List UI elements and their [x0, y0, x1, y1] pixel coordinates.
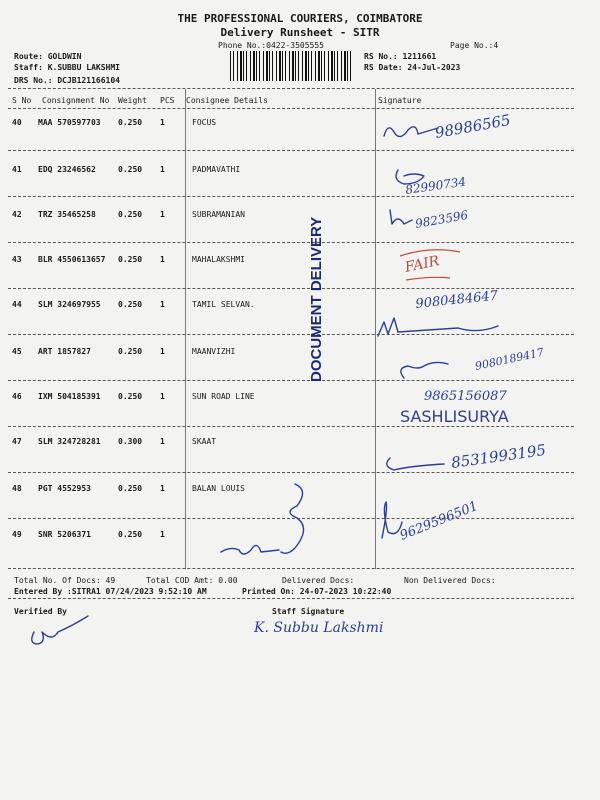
barcode-bar [318, 51, 320, 81]
signature-mark [390, 210, 412, 224]
barcode-bar [269, 51, 270, 81]
barcode-bar [256, 51, 257, 81]
row-sno: 48 [12, 484, 22, 493]
row-pcs: 1 [160, 347, 165, 356]
document-title: Delivery Runsheet - SITR [220, 26, 380, 39]
route-label: Route: GOLDWIN [14, 52, 82, 61]
row-weight: 0.250 [118, 530, 143, 539]
row-sno: 42 [12, 210, 22, 219]
row-weight: 0.250 [118, 484, 143, 493]
row-pcs: 1 [160, 392, 165, 401]
row-pcs: 1 [160, 210, 165, 219]
row-pcs: 1 [160, 165, 165, 174]
staff-signature [252, 612, 384, 642]
header-signature: Signature [378, 96, 422, 105]
company-name: THE PROFESSIONAL COURIERS, COIMBATORE [177, 12, 423, 25]
row-consignee: SUBRAMANIAN [192, 210, 245, 219]
signature-text: 82990734 [404, 174, 467, 197]
barcode-bar [243, 51, 244, 81]
signature-text: 9865156087 [424, 389, 507, 404]
row-consignee: TAMIL SELVAN. [192, 300, 255, 309]
row-weight: 0.300 [118, 437, 143, 446]
staff-label: Staff: K.SUBBU LAKSHMI [14, 63, 120, 72]
barcode-bar [295, 51, 296, 81]
row-weight: 0.250 [118, 210, 143, 219]
row-consignment: PGT 4552953 [38, 484, 91, 493]
row-weight: 0.250 [118, 347, 143, 356]
barcode-bar [328, 51, 329, 81]
consignee-scribble [215, 478, 335, 568]
row-consignee: FOCUS [192, 118, 217, 127]
barcode-bar [266, 51, 268, 81]
signature-mark [378, 318, 498, 336]
signature-text: 98986565 [433, 110, 512, 142]
row-consignment: BLR 4550613657 [38, 255, 106, 264]
row-consignee: MAANVIZHI [192, 347, 236, 356]
verifier-signature [24, 612, 94, 652]
staff-signature-label: Staff Signature [272, 607, 345, 616]
barcode-bar [302, 51, 303, 81]
row-consignee: SUN ROAD LINE [192, 392, 255, 401]
row-consignee: SKAAT [192, 437, 217, 446]
barcode-bar [233, 51, 234, 81]
row-sno: 46 [12, 392, 22, 401]
row-pcs: 1 [160, 484, 165, 493]
page-number: Page No.:4 [450, 41, 499, 50]
signature-text: 9080484647 [414, 288, 499, 312]
row-weight: 0.250 [118, 392, 143, 401]
scribble-mark [281, 484, 304, 553]
row-sno: 45 [12, 347, 22, 356]
row-consignee: PADMAVATHI [192, 165, 241, 174]
barcode-bar [324, 51, 325, 81]
row-consignment: ART 1857827 [38, 347, 91, 356]
row-sno: 41 [12, 165, 22, 174]
barcode-bar [259, 51, 260, 81]
rs-number: RS No.: 1211661 [364, 52, 437, 61]
header-weight: Weight [118, 96, 147, 105]
row-consignment: MAA 570597703 [38, 118, 101, 127]
barcode-bar [285, 51, 286, 81]
signature-text: SASHLISURYA [400, 407, 509, 426]
barcode-bar [237, 51, 238, 81]
consignee-column-rule [185, 89, 186, 569]
table-bottom-rule [8, 568, 574, 569]
row-weight: 0.250 [118, 255, 143, 264]
barcode-bar [276, 51, 277, 81]
non-delivered-docs: Non Delivered Docs: [404, 576, 496, 585]
barcode-bar [347, 51, 348, 81]
total-docs: Total No. Of Docs: 49 [14, 576, 116, 585]
signature-mark [387, 458, 444, 470]
barcode-bar [282, 51, 283, 81]
signature-text: 9823596 [414, 207, 470, 231]
barcode-bar [350, 51, 351, 81]
delivered-docs: Delivered Docs: [282, 576, 355, 585]
barcode [230, 51, 356, 81]
row-pcs: 1 [160, 530, 165, 539]
barcode-bar [279, 51, 281, 81]
header-pcs: PCS [160, 96, 175, 105]
stamp-text: DOCUMENT DELIVERY [308, 216, 325, 382]
barcode-bar [253, 51, 255, 81]
signature-mark [32, 616, 88, 644]
signature-mark [384, 127, 438, 137]
rs-date: RS Date: 24-Jul-2023 [364, 63, 461, 72]
row-consignment: SLM 324697955 [38, 300, 101, 309]
scribble-mark [221, 545, 279, 554]
total-cod: Total COD Amt: 0.00 [146, 576, 238, 585]
drs-number: DRS No.: DCJB121166104 [14, 76, 120, 85]
row-consignment: EDQ 23246562 [38, 165, 96, 174]
row-sno: 43 [12, 255, 22, 264]
barcode-bar [250, 51, 251, 81]
row-consignment: SLM 324728281 [38, 437, 101, 446]
signature-text: FAIR [403, 253, 441, 276]
barcode-bar [344, 51, 346, 81]
header-sno: S No [12, 96, 32, 105]
row-consignee: BALAN LOUIS [192, 484, 245, 493]
header-consignment: Consignment No [42, 96, 110, 105]
barcode-bar [240, 51, 242, 81]
row-pcs: 1 [160, 118, 165, 127]
barcode-bar [337, 51, 338, 81]
phone-number: Phone No.:0422-3505555 [218, 41, 324, 50]
verified-by: Verified By [14, 607, 67, 616]
row-pcs: 1 [160, 255, 165, 264]
barcode-bar [292, 51, 294, 81]
staff-signature-text: K. Subbu Lakshmi [254, 620, 384, 636]
row-weight: 0.250 [118, 118, 143, 127]
barcode-bar [246, 51, 247, 81]
row-consignment: TRZ 35465258 [38, 210, 96, 219]
row-pcs: 1 [160, 437, 165, 446]
barcode-bar [272, 51, 273, 81]
barcode-bar [315, 51, 316, 81]
signature-text: 9629596501 [397, 498, 481, 544]
barcode-bar [289, 51, 290, 81]
row-weight: 0.250 [118, 300, 143, 309]
row-consignment: SNR 5206371 [38, 530, 91, 539]
document-delivery-stamp [300, 210, 330, 385]
table-top-rule [8, 88, 574, 89]
barcode-bar [334, 51, 335, 81]
barcode-bar [308, 51, 309, 81]
barcode-bar [305, 51, 307, 81]
row-pcs: 1 [160, 300, 165, 309]
row-sno: 49 [12, 530, 22, 539]
signature-text: 8531993195 [450, 440, 548, 472]
row-consignment: IXM 504185391 [38, 392, 101, 401]
printed-on: Printed On: 24-07-2023 10:22:40 [242, 587, 392, 596]
barcode-bar [331, 51, 333, 81]
barcode-bar [311, 51, 312, 81]
barcode-bar [263, 51, 264, 81]
barcode-bar [341, 51, 342, 81]
footer-rule [8, 598, 574, 599]
signature-area [376, 108, 576, 568]
row-sno: 40 [12, 118, 22, 127]
entered-by: Entered By :SITRA1 07/24/2023 9:52:10 AM [14, 587, 207, 596]
barcode-bar [230, 51, 231, 81]
barcode-bar [298, 51, 299, 81]
row-weight: 0.250 [118, 165, 143, 174]
row-sno: 44 [12, 300, 22, 309]
signature-text: 9080189417 [473, 345, 546, 373]
signature-mark [401, 362, 448, 378]
row-consignee: MAHALAKSHMI [192, 255, 245, 264]
row-sno: 47 [12, 437, 22, 446]
header-consignee: Consignee Details [186, 96, 268, 105]
barcode-bar [321, 51, 322, 81]
